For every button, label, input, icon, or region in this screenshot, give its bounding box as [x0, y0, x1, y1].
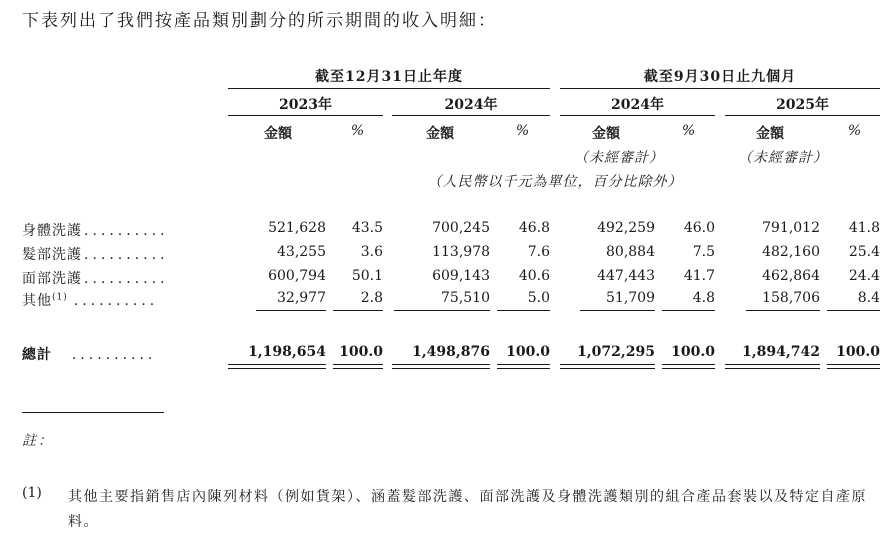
total-pct-2024: 100.0	[506, 344, 550, 360]
total-rule-pct-2025-nine-months	[827, 364, 880, 369]
cell-pct-2025-nine-months: 8.4	[857, 290, 880, 306]
cell-amount-2023: 521,628	[268, 220, 326, 236]
year-rule-2023	[228, 115, 383, 116]
row-category-name: 面部洗護	[22, 271, 82, 287]
total-amount-2024: 1,498,876	[412, 344, 490, 360]
footnote-reference: (1)	[52, 292, 68, 303]
cell-pct-2024-nine-months: 4.8	[692, 290, 715, 306]
cell-pct-2024: 46.8	[518, 220, 550, 236]
cell-pct-2024-nine-months: 7.5	[692, 244, 715, 260]
col-amount-2024: 金額	[426, 126, 454, 142]
cell-pct-2025-nine-months: 41.8	[848, 220, 880, 236]
leader-dots: ..........	[84, 271, 169, 287]
total-row-label	[22, 344, 156, 364]
cell-pct-2024-nine-months: 46.0	[683, 220, 715, 236]
subtotal-rule-pct-2023	[333, 310, 383, 311]
leader-dots: ..........	[73, 293, 159, 309]
cell-pct-2025-nine-months: 25.4	[848, 244, 880, 260]
footnote-separator	[22, 412, 164, 413]
period-rule-nine-months	[560, 88, 880, 89]
total-amount-2024-nine-months: 1,072,295	[577, 344, 655, 360]
total-leader-dots: ..........	[71, 347, 157, 363]
total-label: 總計	[22, 347, 52, 363]
subtotal-rule-amount-2025-nine-months	[746, 310, 820, 311]
subtotal-rule-amount-2024	[394, 310, 490, 311]
cell-pct-2024: 5.0	[527, 290, 550, 306]
units-note: （人民幣以千元為單位，百分比除外）	[427, 174, 683, 190]
subtotal-rule-pct-2025-nine-months	[827, 310, 880, 311]
row-category-name: 其他	[22, 293, 52, 309]
col-pct-2024: %	[515, 123, 530, 139]
cell-amount-2024: 609,143	[432, 268, 490, 284]
subtotal-rule-amount-2024-nine-months	[580, 310, 655, 311]
cell-pct-2023: 43.5	[351, 220, 383, 236]
cell-amount-2024-nine-months: 80,884	[606, 244, 655, 260]
total-amount-2025-nine-months: 1,894,742	[742, 344, 820, 360]
cell-pct-2023: 3.6	[360, 244, 383, 260]
total-pct-2023: 100.0	[339, 344, 383, 360]
cell-amount-2023: 600,794	[268, 268, 326, 284]
period-header-nine-months: 截至9月30日止九個月	[643, 69, 797, 85]
year-header-2024: 2024年	[444, 97, 498, 113]
table-row-label	[22, 290, 158, 310]
cell-pct-2023: 50.1	[351, 268, 383, 284]
cell-pct-2024: 7.6	[527, 244, 550, 260]
total-rule-pct-2024	[497, 364, 550, 369]
row-category-name: 髮部洗護	[22, 247, 82, 263]
footnote-text: 其他主要指銷售店內陳列材料（例如貨架）、涵蓋髮部洗護、面部洗護及身體洗護類別的組合產品套裝以及特定自產原料。	[68, 489, 867, 530]
year-rule-2025-nine-months	[725, 115, 880, 116]
leader-dots: ..........	[84, 223, 169, 239]
table-row-label	[22, 244, 169, 264]
col-amount-2024-nine-months: 金額	[592, 126, 620, 142]
cell-amount-2024: 113,978	[432, 244, 490, 260]
row-category-name: 身體洗護	[22, 223, 82, 239]
cell-amount-2024-nine-months: 51,709	[606, 290, 655, 306]
total-rule-amount-2025-nine-months	[725, 364, 820, 369]
footnote-number: (1)	[22, 485, 42, 501]
cell-amount-2023: 43,255	[277, 244, 326, 260]
footnote-heading: 註：	[22, 433, 54, 449]
period-rule-fiscal	[228, 88, 550, 89]
cell-amount-2024-nine-months: 492,259	[597, 220, 655, 236]
table-row-label	[22, 268, 169, 288]
unaudited-note-2025: （未經審計）	[738, 150, 828, 166]
total-rule-amount-2024-nine-months	[560, 364, 655, 369]
col-pct-2024-nine-months: %	[681, 123, 696, 139]
year-header-2024-nine-months: 2024年	[611, 97, 664, 113]
cell-amount-2025-nine-months: 462,864	[762, 268, 820, 284]
cell-amount-2025-nine-months: 482,160	[762, 244, 820, 260]
col-amount-2025-nine-months: 金額	[756, 126, 784, 142]
cell-amount-2024: 700,245	[432, 220, 490, 236]
cell-pct-2024-nine-months: 41.7	[683, 268, 715, 284]
unaudited-note-2024: （未經審計）	[574, 150, 664, 166]
cell-amount-2023: 32,977	[277, 290, 326, 306]
table-row-label	[22, 220, 169, 240]
cell-pct-2025-nine-months: 24.4	[848, 268, 880, 284]
year-rule-2024-nine-months	[560, 115, 715, 116]
total-rule-amount-2024	[392, 364, 490, 369]
col-pct-2023: %	[350, 123, 365, 139]
total-pct-2025-nine-months: 100.0	[836, 344, 880, 360]
total-pct-2024-nine-months: 100.0	[671, 344, 715, 360]
year-header-2023: 2023年	[279, 97, 332, 113]
cell-amount-2024: 75,510	[441, 290, 490, 306]
leader-dots: ..........	[84, 247, 169, 263]
cell-amount-2024-nine-months: 447,443	[597, 268, 655, 284]
subtotal-rule-pct-2024	[497, 310, 550, 311]
period-header-fiscal-year: 截至12月31日止年度	[315, 69, 463, 85]
total-amount-2023: 1,198,654	[248, 344, 326, 360]
intro-text: 下表列出了我們按產品類別劃分的所示期間的收入明細：	[22, 11, 497, 31]
total-rule-amount-2023	[228, 364, 326, 369]
col-pct-2025-nine-months: %	[847, 123, 862, 139]
cell-pct-2023: 2.8	[360, 290, 383, 306]
year-header-2025-nine-months: 2025年	[776, 97, 829, 113]
year-rule-2024	[392, 115, 550, 116]
cell-pct-2024: 40.6	[518, 268, 550, 284]
total-rule-pct-2023	[333, 364, 383, 369]
subtotal-rule-amount-2023	[256, 310, 326, 311]
cell-amount-2025-nine-months: 158,706	[762, 290, 820, 306]
cell-amount-2025-nine-months: 791,012	[762, 220, 820, 236]
subtotal-rule-pct-2024-nine-months	[662, 310, 715, 311]
total-rule-pct-2024-nine-months	[662, 364, 715, 369]
col-amount-2023: 金額	[264, 126, 292, 142]
